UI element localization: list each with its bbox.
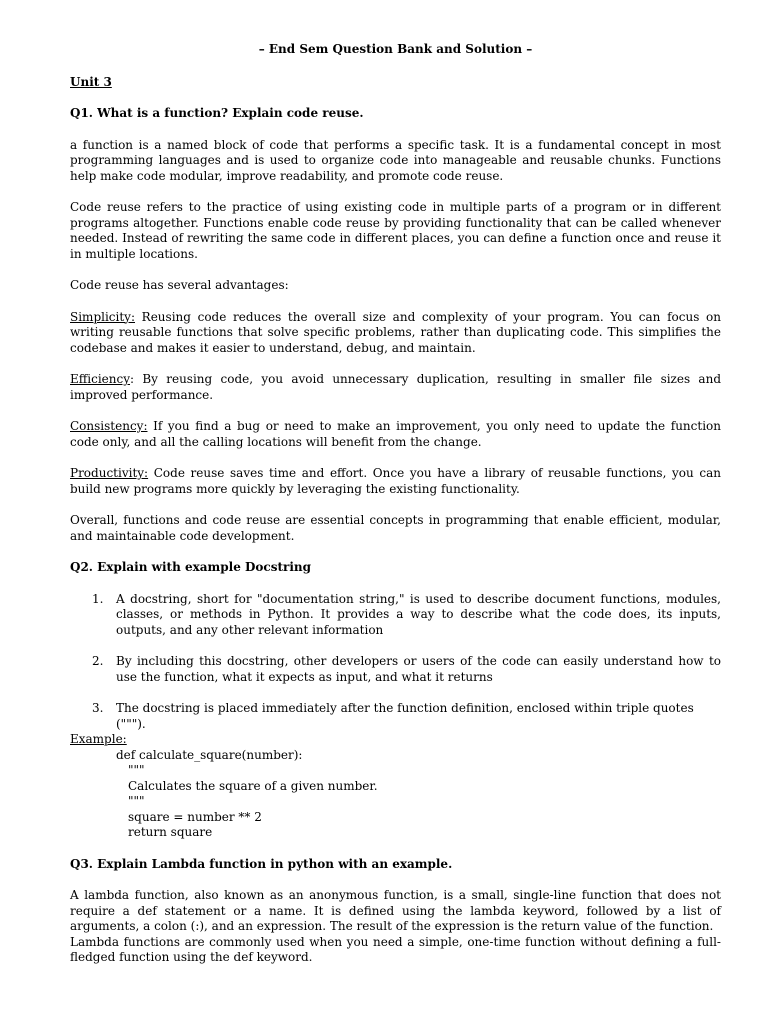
code-line: square = number ** 2 [128,809,262,824]
advantage-term: Consistency: [70,419,148,433]
q1-paragraph-code-reuse: Code reuse refers to the practice of using existing code in multiple parts of a program or in different programs altogether. Functions enable code reuse by providing functionality that can be called whenever needed. Instead of rewriting the same code in different places, you can define a function once and reuse it in multiple locations. [70,200,721,261]
q2-heading: Q2. Explain with example Docstring [70,560,312,574]
q3-paragraph-usage: Lambda functions are commonly used when you need a simple, one-time function without defining a full-fledged function using the def keyword. [70,934,721,964]
advantage-productivity [70,466,721,497]
code-line: """ [128,763,145,777]
q1-paragraph-advantages-intro: Code reuse has several advantages: [70,278,289,292]
document-page [70,42,721,966]
q1-conclusion: Overall, functions and code reuse are essential concepts in programming that enable efficient, modular, and maintainable code development. [70,513,721,543]
advantage-simplicity [70,310,721,357]
advantage-text: Reusing code reduces the overall size and complexity of your program. You can focus on writing reusable functions that solve specific problems, rather than duplicating code. This simplifies the codebase and makes it easier to understand, debug, and maintain. [70,309,721,355]
example-label: Example: [70,732,127,746]
code-line: """ [128,794,145,808]
document-title: – End Sem Question Bank and Solution – [258,42,533,56]
advantage-term: Efficiency [70,372,131,386]
list-item-number: 1. [92,591,104,606]
advantage-term: Productivity: [70,466,149,480]
q3-heading: Q3. Explain Lambda function in python with an example. [70,856,453,871]
advantage-term: Simplicity: [70,309,135,324]
list-item-text: By including this docstring, other developers or users of the code can easily understand how to use the function, what it expects as input, and what it returns [116,654,721,684]
list-item [70,654,721,685]
advantage-efficiency [70,372,721,403]
code-example [116,748,721,841]
code-line: return square [128,825,213,839]
list-item-text: A docstring, short for "documentation string," is used to describe document functions, modules, classes, or methods in Python. It provides a way to describe what the code does, its inputs, outputs, and any other relevant information [116,591,721,637]
q1-paragraph-function: a function is a named block of code that performs a specific task. It is a fundamental concept in most programming languages and is used to organize code into manageable and reusable chunks. Functions help make code modular, improve readability, and promote code reuse. [70,137,721,183]
advantage-text: : By reusing code, you avoid unnecessary duplication, resulting in smaller file sizes and improved performance. [70,372,721,402]
q1-heading: Q1. What is a function? Explain code reuse. [70,106,364,120]
list-item [70,701,721,732]
advantage-text: Code reuse saves time and effort. Once you have a library of reusable functions, you can build new programs more quickly by leveraging the existing functionality. [70,466,721,496]
list-item-text: The docstring is placed immediately after the function definition, enclosed within triple quotes ("""). [116,701,694,731]
q3-paragraph-lambda: A lambda function, also known as an anonymous function, is a small, single-line function that does not require a def statement or a name. It is defined using the lambda keyword, followed by a list of arguments, a colon (:), and an expression. The result of the expression is the return value of the function. [70,888,721,933]
code-line: Calculates the square of a given number. [128,778,378,793]
code-line: def calculate_square(number): [116,747,303,762]
unit-heading: Unit 3 [70,74,112,89]
advantage-consistency [70,419,721,450]
advantage-text: If you find a bug or need to make an improvement, you only need to update the function code only, and all the calling locations will benefit from the change. [70,419,721,449]
docstring-points-list [70,592,721,733]
list-item-number: 3. [92,701,104,715]
list-item [70,592,721,639]
list-item-number: 2. [92,654,104,668]
